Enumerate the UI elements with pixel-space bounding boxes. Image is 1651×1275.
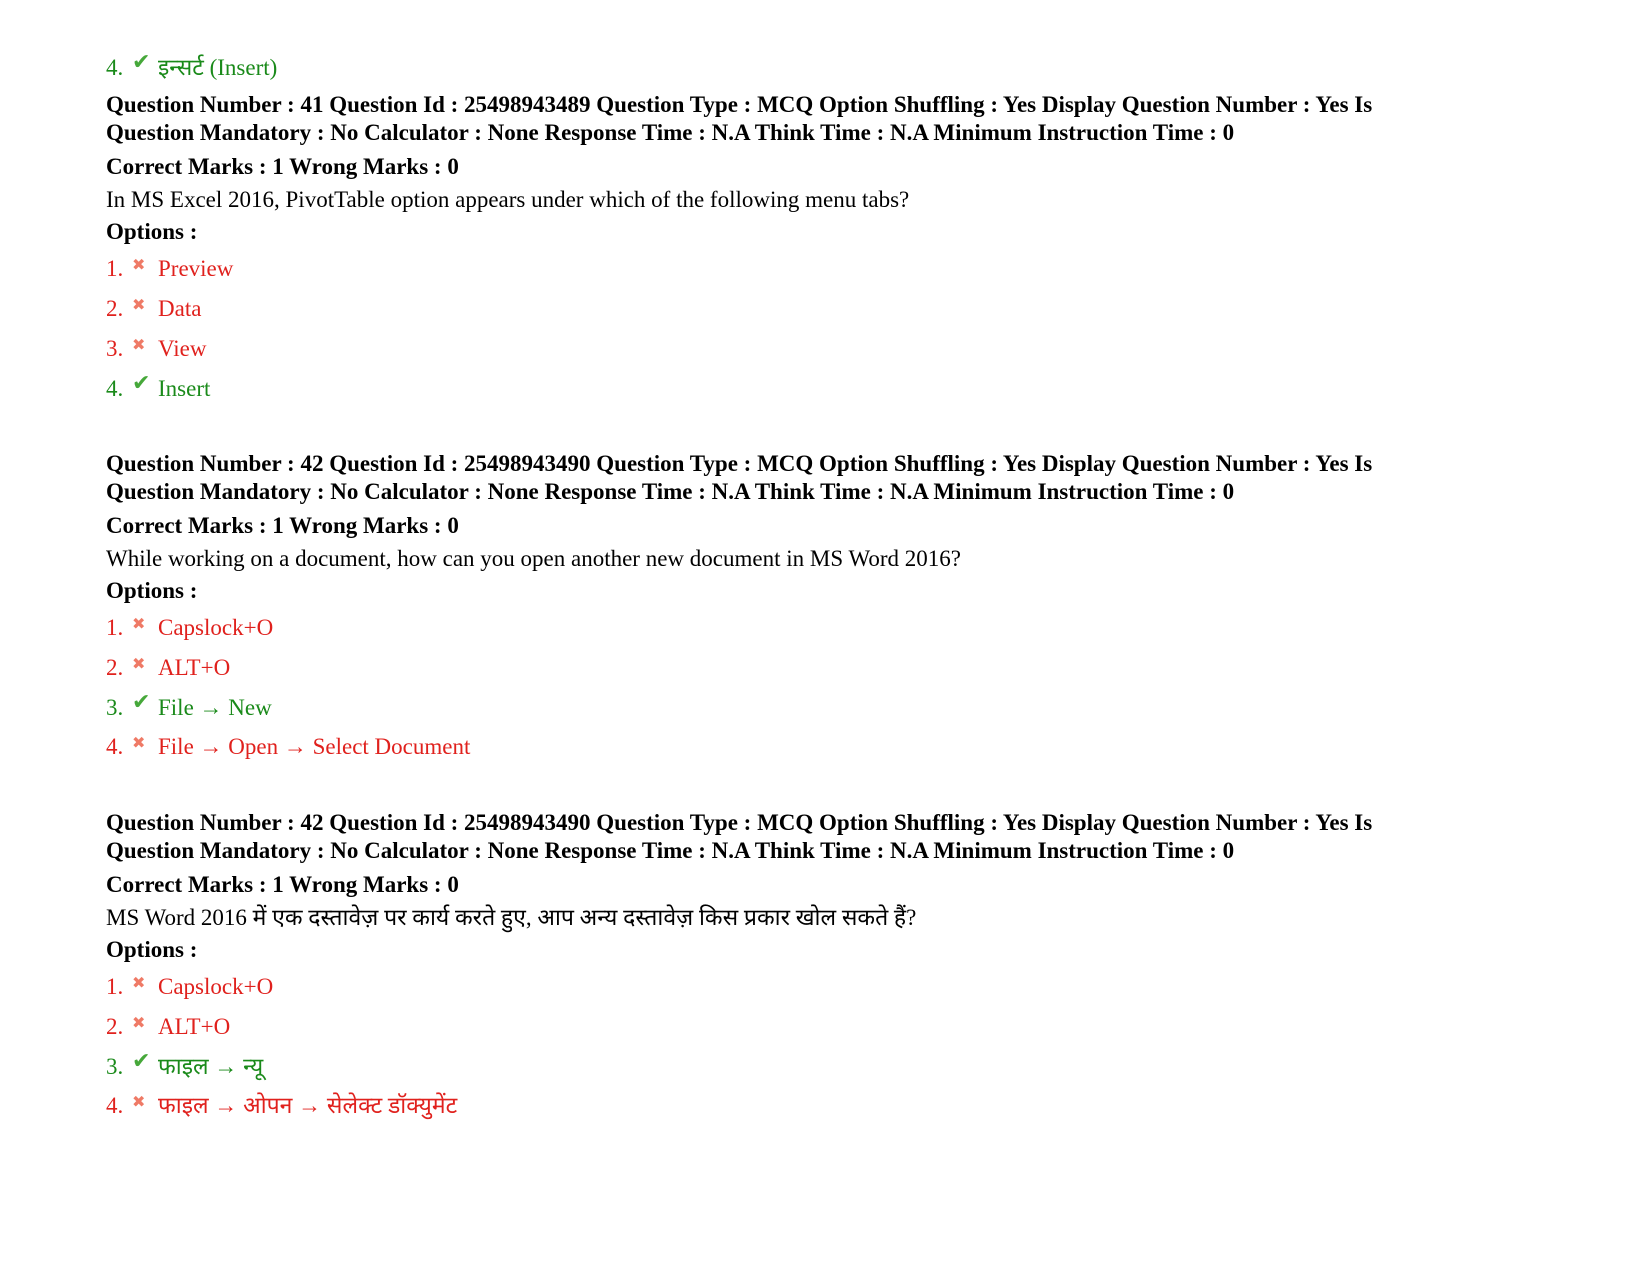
cross-icon: ✖ (132, 1092, 146, 1111)
option-item (106, 612, 1566, 646)
option-item (106, 293, 1566, 327)
option-item (106, 1090, 1566, 1124)
cross-icon: ✖ (132, 733, 146, 752)
question-block (106, 809, 1566, 1124)
cross-icon: ✖ (132, 295, 146, 314)
option-number: 4. (106, 55, 124, 80)
cross-icon: ✖ (132, 255, 146, 274)
option-text: Preview (158, 256, 234, 281)
check-icon: ✔ (132, 690, 151, 715)
option-item (106, 1051, 1566, 1084)
check-icon: ✔ (132, 50, 151, 75)
option-text: Data (158, 296, 202, 321)
option-item (106, 333, 1566, 367)
cross-icon: ✖ (132, 335, 146, 354)
option-text: Capslock+O (158, 974, 274, 999)
check-icon: ✔ (132, 1049, 151, 1074)
option-number: 1. (106, 974, 124, 999)
document-page (106, 52, 1566, 1168)
option-item (106, 731, 1566, 765)
question-marks: Correct Marks : 1 Wrong Marks : 0 (106, 154, 459, 179)
question-meta-line2: Question Mandatory : No Calculator : None Response Time : N.A Think Time : N.A Minimum Instruction Time : 0 (106, 120, 1235, 145)
option-number: 3. (106, 1054, 124, 1079)
option-number: 3. (106, 695, 124, 720)
option-item (106, 692, 1566, 725)
option-text: ALT+O (158, 655, 231, 680)
top-option-correct (106, 52, 1566, 85)
question-text: In MS Excel 2016, PivotTable option appears under which of the following menu tabs? (106, 187, 910, 212)
option-item (106, 373, 1566, 406)
options-label: Options : (106, 219, 198, 244)
option-text: फाइल → न्यू (158, 1054, 264, 1079)
option-text: View (158, 336, 207, 361)
options-label: Options : (106, 937, 198, 962)
option-number: 2. (106, 655, 124, 680)
question-meta-line2: Question Mandatory : No Calculator : None Response Time : N.A Think Time : N.A Minimum Instruction Time : 0 (106, 479, 1235, 504)
question-meta-line2: Question Mandatory : No Calculator : None Response Time : N.A Think Time : N.A Minimum Instruction Time : 0 (106, 838, 1235, 863)
option-text: फाइल → ओपन → सेलेक्ट डॉक्युमेंट (158, 1093, 458, 1118)
option-number: 3. (106, 336, 124, 361)
option-number: 2. (106, 296, 124, 321)
question-meta-line1: Question Number : 41 Question Id : 25498943489 Question Type : MCQ Option Shuffling : Yes Display Question Number : Yes Is (106, 92, 1373, 117)
question-marks: Correct Marks : 1 Wrong Marks : 0 (106, 513, 459, 538)
option-number: 4. (106, 376, 124, 401)
cross-icon: ✖ (132, 973, 146, 992)
option-text: ALT+O (158, 1014, 231, 1039)
option-item (106, 1011, 1566, 1045)
question-meta-line1: Question Number : 42 Question Id : 25498943490 Question Type : MCQ Option Shuffling : Yes Display Question Number : Yes Is (106, 451, 1373, 476)
option-text: इन्सर्ट (Insert) (158, 55, 278, 80)
option-text: File → New (158, 695, 272, 720)
option-text: File → Open → Select Document (158, 734, 471, 759)
option-number: 1. (106, 256, 124, 281)
question-meta-line1: Question Number : 42 Question Id : 25498943490 Question Type : MCQ Option Shuffling : Yes Display Question Number : Yes Is (106, 810, 1373, 835)
option-item (106, 652, 1566, 686)
question-text: MS Word 2016 में एक दस्तावेज़ पर कार्य करते हुए, आप अन्य दस्तावेज़ किस प्रकार खोल सकते हैं? (106, 905, 917, 930)
option-number: 4. (106, 1093, 124, 1118)
option-number: 4. (106, 734, 124, 759)
option-number: 2. (106, 1014, 124, 1039)
check-icon: ✔ (132, 371, 151, 396)
option-number: 1. (106, 615, 124, 640)
option-item (106, 971, 1566, 1005)
question-block (106, 450, 1566, 765)
option-text: Capslock+O (158, 615, 274, 640)
question-marks: Correct Marks : 1 Wrong Marks : 0 (106, 872, 459, 897)
question-block (106, 91, 1566, 406)
option-text: Insert (158, 376, 211, 401)
cross-icon: ✖ (132, 654, 146, 673)
option-item (106, 253, 1566, 287)
question-text: While working on a document, how can you open another new document in MS Word 2016? (106, 546, 961, 571)
options-label: Options : (106, 578, 198, 603)
cross-icon: ✖ (132, 1013, 146, 1032)
cross-icon: ✖ (132, 614, 146, 633)
